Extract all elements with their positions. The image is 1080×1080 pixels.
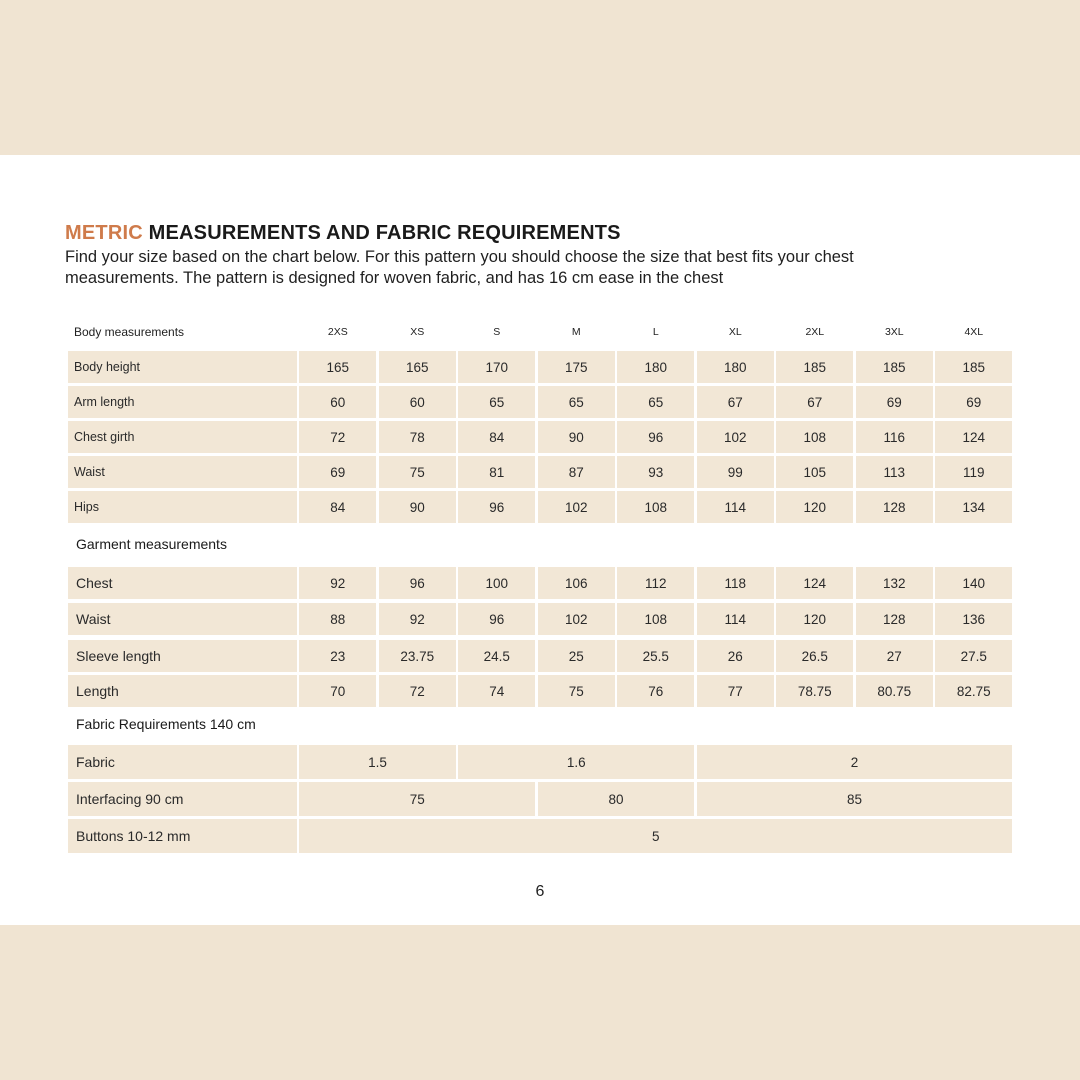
body-cell: 108	[617, 491, 694, 523]
size-header-2xs: 2XS	[327, 326, 348, 338]
garment-cell: 27	[856, 640, 933, 672]
size-header-3xl: 3XL	[884, 326, 904, 338]
body-cell: 78	[379, 421, 456, 453]
garment-cell: 78.75	[776, 675, 853, 707]
body-cell: 60	[379, 386, 456, 418]
page-title	[65, 222, 621, 245]
garment-cell: 23.75	[379, 640, 456, 672]
fabric-cell: 5	[299, 819, 1012, 853]
body-cell: 119	[935, 456, 1012, 488]
body-cell: 170	[458, 351, 535, 383]
body-row-label: Waist	[68, 456, 297, 488]
page-number: 6	[535, 883, 545, 900]
body-cell: 114	[697, 491, 774, 523]
garment-row-label: Sleeve length	[68, 640, 297, 672]
body-cell: 75	[379, 456, 456, 488]
size-header-m: M	[571, 326, 581, 338]
garment-cell: 23	[299, 640, 376, 672]
garment-cell: 118	[697, 567, 774, 599]
size-header-2xl: 2XL	[805, 326, 825, 338]
garment-cell: 76	[617, 675, 694, 707]
garment-row-label: Waist	[68, 603, 297, 635]
body-cell: 65	[458, 386, 535, 418]
body-cell: 165	[299, 351, 376, 383]
body-cell: 124	[935, 421, 1012, 453]
body-cell: 65	[617, 386, 694, 418]
body-cell: 87	[538, 456, 615, 488]
garment-cell: 75	[538, 675, 615, 707]
title-rest: MEASUREMENTS AND FABRIC REQUIREMENTS	[142, 222, 621, 244]
bottom-band	[0, 925, 1080, 1080]
body-cell: 69	[299, 456, 376, 488]
top-band	[0, 0, 1080, 155]
garment-cell: 140	[935, 567, 1012, 599]
garment-cell: 96	[379, 567, 456, 599]
body-measurements-header: Body measurements	[74, 325, 185, 339]
fabric-cell: 80	[538, 782, 695, 816]
fabric-cell: 75	[299, 782, 535, 816]
body-cell: 108	[776, 421, 853, 453]
intro-text: Find your size based on the chart below. For this pattern you should choose the size that best fits your chest measurements. The pattern is designed for woven fabric, and has 16 cm ease in the chest	[65, 248, 854, 287]
body-cell: 60	[299, 386, 376, 418]
body-cell: 99	[697, 456, 774, 488]
body-cell: 90	[538, 421, 615, 453]
document-page	[0, 155, 1080, 925]
body-row-label: Chest girth	[68, 421, 297, 453]
body-row-label: Arm length	[68, 386, 297, 418]
garment-cell: 24.5	[458, 640, 535, 672]
body-cell: 96	[617, 421, 694, 453]
body-cell: 128	[856, 491, 933, 523]
body-cell: 175	[538, 351, 615, 383]
fabric-row-label: Interfacing 90 cm	[68, 782, 297, 816]
garment-cell: 106	[538, 567, 615, 599]
body-cell: 84	[299, 491, 376, 523]
body-cell: 72	[299, 421, 376, 453]
garment-cell: 82.75	[935, 675, 1012, 707]
body-cell: 113	[856, 456, 933, 488]
body-cell: 120	[776, 491, 853, 523]
garment-cell: 27.5	[935, 640, 1012, 672]
body-cell: 69	[856, 386, 933, 418]
body-row-label: Hips	[68, 491, 297, 523]
body-cell: 134	[935, 491, 1012, 523]
size-header-l: L	[652, 326, 659, 338]
body-cell: 96	[458, 491, 535, 523]
body-cell: 185	[856, 351, 933, 383]
fabric-cell: 1.5	[299, 745, 456, 779]
garment-cell: 77	[697, 675, 774, 707]
body-cell: 116	[856, 421, 933, 453]
body-cell: 102	[697, 421, 774, 453]
size-header-xl: XL	[728, 326, 742, 338]
title-accent: METRIC	[65, 222, 143, 244]
garment-cell: 25	[538, 640, 615, 672]
garment-cell: 72	[379, 675, 456, 707]
garment-cell: 92	[299, 567, 376, 599]
garment-cell: 26.5	[776, 640, 853, 672]
garment-cell: 70	[299, 675, 376, 707]
garment-measurements-header: Garment measurements	[76, 536, 227, 552]
body-cell: 165	[379, 351, 456, 383]
garment-cell: 96	[458, 603, 535, 635]
fabric-row-label: Fabric	[68, 745, 297, 779]
garment-cell: 25.5	[617, 640, 694, 672]
garment-cell: 112	[617, 567, 694, 599]
garment-cell: 120	[776, 603, 853, 635]
garment-cell: 132	[856, 567, 933, 599]
body-row-label: Body height	[68, 351, 297, 383]
body-cell: 65	[538, 386, 615, 418]
fabric-cell: 1.6	[458, 745, 694, 779]
garment-cell: 26	[697, 640, 774, 672]
body-cell: 105	[776, 456, 853, 488]
fabric-row-label: Buttons 10-12 mm	[68, 819, 297, 853]
body-cell: 67	[776, 386, 853, 418]
garment-row-label: Length	[68, 675, 297, 707]
body-cell: 81	[458, 456, 535, 488]
garment-cell: 92	[379, 603, 456, 635]
size-header-s: S	[493, 326, 501, 338]
body-cell: 69	[935, 386, 1012, 418]
garment-cell: 74	[458, 675, 535, 707]
garment-cell: 100	[458, 567, 535, 599]
body-cell: 84	[458, 421, 535, 453]
garment-cell: 80.75	[856, 675, 933, 707]
body-cell: 67	[697, 386, 774, 418]
garment-cell: 88	[299, 603, 376, 635]
garment-row-label: Chest	[68, 567, 297, 599]
body-cell: 102	[538, 491, 615, 523]
body-cell: 185	[776, 351, 853, 383]
body-cell: 180	[697, 351, 774, 383]
garment-cell: 128	[856, 603, 933, 635]
garment-cell: 108	[617, 603, 694, 635]
body-cell: 90	[379, 491, 456, 523]
fabric-cell: 2	[697, 745, 1013, 779]
size-header-xs: XS	[410, 326, 425, 338]
garment-cell: 102	[538, 603, 615, 635]
body-cell: 185	[935, 351, 1012, 383]
fabric-requirements-header: Fabric Requirements 140 cm	[76, 716, 256, 732]
body-cell: 93	[617, 456, 694, 488]
fabric-cell: 85	[697, 782, 1013, 816]
garment-cell: 136	[935, 603, 1012, 635]
garment-cell: 114	[697, 603, 774, 635]
body-cell: 180	[617, 351, 694, 383]
size-header-4xl: 4XL	[964, 326, 984, 338]
garment-cell: 124	[776, 567, 853, 599]
